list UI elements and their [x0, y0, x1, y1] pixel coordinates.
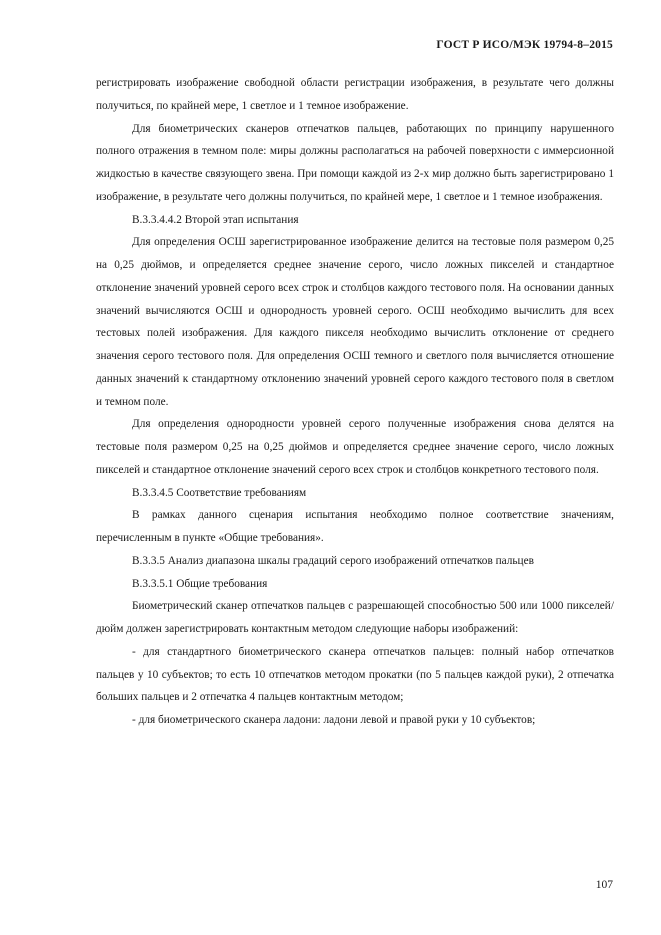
paragraph: Для биометрических сканеров отпечатков пальцев, работающих по принципу нарушенного полного отражения в темном поле: миры должны располагаться на рабочей поверхности с иммерсионной жидкостью в качестве связующего звена. При помощи каждой из 2-х мир должно быть зарегистрировано 1 изображение, в результате чего должны получиться, по крайней мере, 1 светлое и 1 темное изображения.	[96, 122, 614, 203]
list-item: - для биометрического сканера ладони: ладони левой и правой руки у 10 субъектов;	[132, 714, 536, 726]
section-heading: В.3.3.5.1 Общие требования	[132, 577, 268, 590]
paragraph: Биометрический сканер отпечатков пальцев с разрешающей способностью 500 или 1000 пикселей/дюйм должен зарегистрировать контактным методом следующие наборы изображений:	[96, 600, 614, 635]
section-heading: В.3.3.4.4.2 Второй этап испытания	[132, 213, 299, 226]
paragraph: регистрировать изображение свободной области регистрации изображения, в результате чего должны получиться, по крайней мере, 1 светлое и 1 темное изображение.	[96, 77, 614, 112]
paragraph: В рамках данного сценария испытания необходимо полное соответствие значениям, перечисленным в пункте «Общие требования».	[96, 509, 614, 544]
running-header: ГОСТ Р ИСО/МЭК 19794-8–2015	[436, 39, 613, 51]
section-heading: В.3.3.4.5 Соответствие требованиям	[132, 486, 307, 499]
paragraph: Для определения однородности уровней серого полученные изображения снова делятся на тестовые поля размером 0,25 на 0,25 дюймов и определяется среднее значение серого, число ложных пикселей и стандартное отклонение значений серого всех строк и столбцов конкретного тестового поля.	[96, 418, 614, 476]
section-heading: В.3.3.5 Анализ диапазона шкалы градаций серого изображений отпечатков пальцев	[132, 554, 534, 567]
body-text	[96, 72, 614, 732]
page-number: 107	[595, 879, 613, 891]
paragraph: Для определения ОСШ зарегистрированное изображение делится на тестовые поля размером 0,25 на 0,25 дюймов, и определяется среднее значение серого, число ложных пикселей и стандартное отклонение значений уровней серого всех строк и столбцов каждого тестового поля. На основании данных значений вычисляются ОСШ и однородность уровней серого. ОСШ необходимо вычислить для всех тестовых полей изображения. Для каждого пикселя необходимо вычислить отклонение от среднего значения серого тестового поля. Для определения ОСШ темного и светлого поля вычисляется отношение данных значений к стандартному отклонению значений уровней серого каждого тестового поля в светлом и темном поле.	[96, 236, 614, 408]
list-item: - для стандартного биометрического сканера отпечатков пальцев: полный набор отпечатков пальцев у 10 субъектов; то есть 10 отпечатков методом прокатки (по 5 пальцев каждой руки), 2 отпечатка больших пальцев и 2 отпечатка 4 пальцев контактным методом;	[96, 645, 614, 704]
